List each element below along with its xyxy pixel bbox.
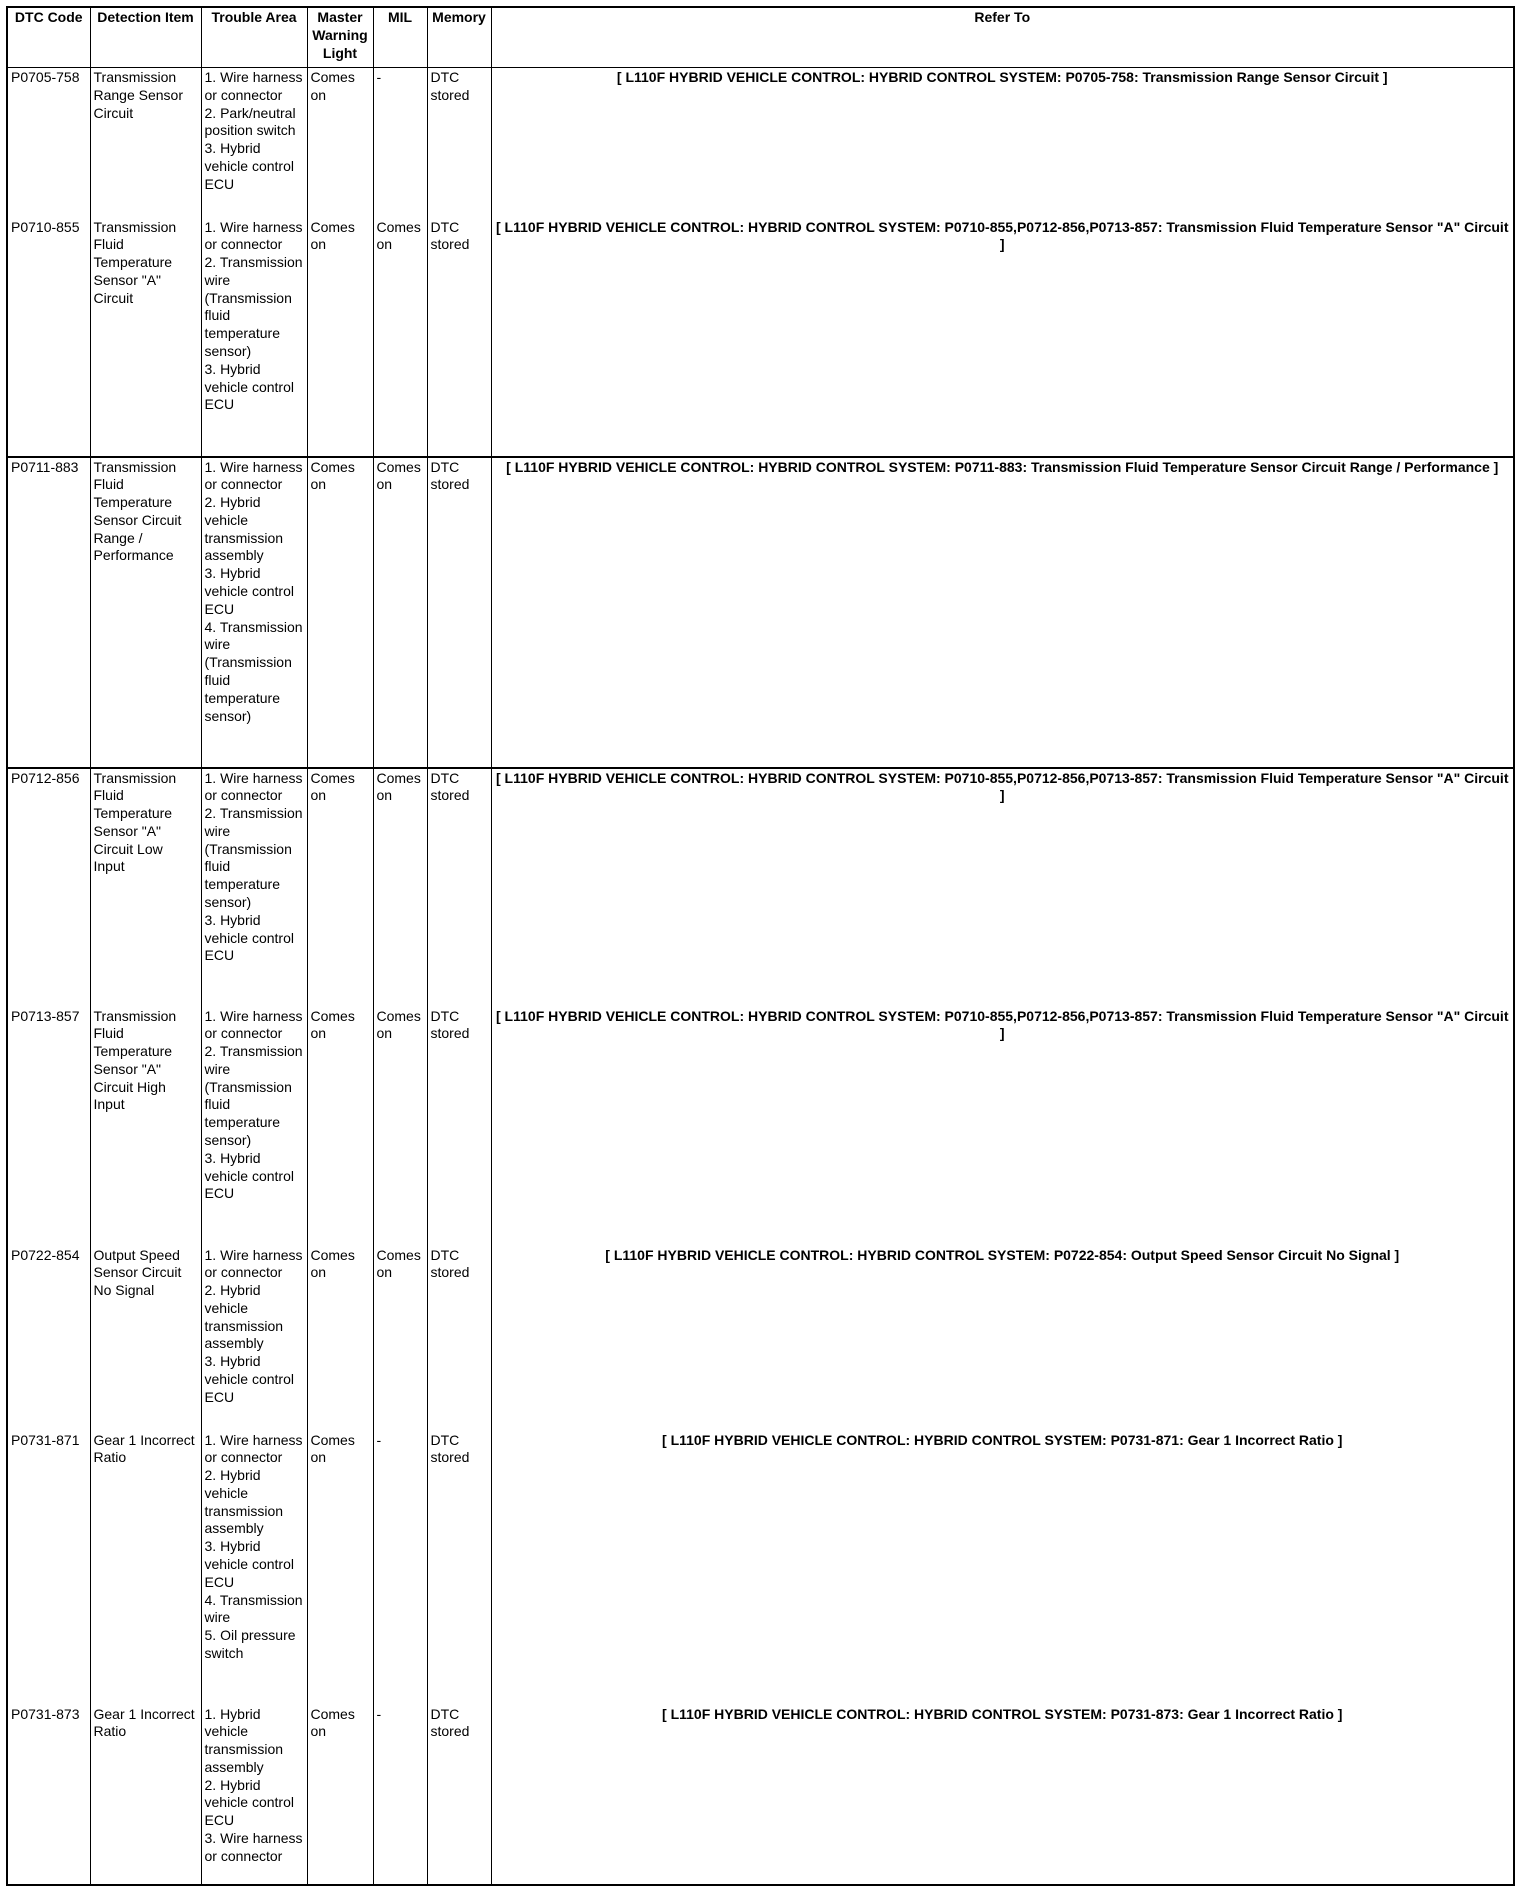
- table-row: [7, 1246, 1514, 1431]
- mil-cell: Comes on: [373, 218, 427, 457]
- memory-cell: DTC stored: [427, 1705, 491, 1885]
- trouble-area-cell: 1. Hybrid vehicle transmission assembly 2. Hybrid vehicle control ECU 3. Wire harness or connector: [201, 1705, 307, 1885]
- refer-to-link[interactable]: [ L110F HYBRID VEHICLE CONTROL: HYBRID CONTROL SYSTEM: P0731-871: Gear 1 Incorrect Ratio ]: [491, 1431, 1514, 1705]
- mil-cell: Comes on: [373, 1246, 427, 1431]
- refer-to-link[interactable]: [ L110F HYBRID VEHICLE CONTROL: HYBRID CONTROL SYSTEM: P0711-883: Transmission Fluid Temperature Sensor Circuit Range / Performance ]: [491, 457, 1514, 768]
- mil-cell: Comes on: [373, 768, 427, 1007]
- mil-cell: -: [373, 1431, 427, 1705]
- mil-cell: -: [373, 1705, 427, 1885]
- header-dtc-code: DTC Code: [7, 7, 90, 68]
- mil-cell: -: [373, 68, 427, 218]
- dtc-code-cell: P0705-758: [7, 68, 90, 218]
- mil-cell: Comes on: [373, 457, 427, 768]
- table-row: [7, 1705, 1514, 1885]
- trouble-area-cell: 1. Wire harness or connector 2. Transmission wire (Transmission fluid temperature sensor) 3. Hybrid vehicle control ECU: [201, 1007, 307, 1246]
- refer-to-link[interactable]: [ L110F HYBRID VEHICLE CONTROL: HYBRID CONTROL SYSTEM: P0710-855,P0712-856,P0713-857: Transmission Fluid Temperature Sensor "A" Circuit ]: [491, 218, 1514, 457]
- header-master-warning-light: Master Warning Light: [307, 7, 373, 68]
- header-refer-to: Refer To: [491, 7, 1514, 68]
- trouble-area-cell: 1. Wire harness or connector 2. Park/neutral position switch 3. Hybrid vehicle control ECU: [201, 68, 307, 218]
- master-warning-light-cell: Comes on: [307, 768, 373, 1007]
- detection-item-cell: Transmission Fluid Temperature Sensor "A" Circuit Low Input: [90, 768, 201, 1007]
- memory-cell: DTC stored: [427, 457, 491, 768]
- table-row: [7, 1007, 1514, 1246]
- master-warning-light-cell: Comes on: [307, 1431, 373, 1705]
- table-row: [7, 457, 1514, 768]
- memory-cell: DTC stored: [427, 1246, 491, 1431]
- trouble-area-cell: 1. Wire harness or connector 2. Hybrid vehicle transmission assembly 3. Hybrid vehicle control ECU: [201, 1246, 307, 1431]
- master-warning-light-cell: Comes on: [307, 457, 373, 768]
- detection-item-cell: Output Speed Sensor Circuit No Signal: [90, 1246, 201, 1431]
- detection-item-cell: Transmission Range Sensor Circuit: [90, 68, 201, 218]
- refer-to-link[interactable]: [ L110F HYBRID VEHICLE CONTROL: HYBRID CONTROL SYSTEM: P0722-854: Output Speed Sensor Circuit No Signal ]: [491, 1246, 1514, 1431]
- master-warning-light-cell: Comes on: [307, 218, 373, 457]
- dtc-code-cell: P0711-883: [7, 457, 90, 768]
- detection-item-cell: Gear 1 Incorrect Ratio: [90, 1431, 201, 1705]
- detection-item-cell: Transmission Fluid Temperature Sensor "A" Circuit High Input: [90, 1007, 201, 1246]
- trouble-area-cell: 1. Wire harness or connector 2. Transmission wire (Transmission fluid temperature sensor) 3. Hybrid vehicle control ECU: [201, 218, 307, 457]
- memory-cell: DTC stored: [427, 768, 491, 1007]
- memory-cell: DTC stored: [427, 68, 491, 218]
- refer-to-link[interactable]: [ L110F HYBRID VEHICLE CONTROL: HYBRID CONTROL SYSTEM: P0705-758: Transmission Range Sensor Circuit ]: [491, 68, 1514, 218]
- refer-to-link[interactable]: [ L110F HYBRID VEHICLE CONTROL: HYBRID CONTROL SYSTEM: P0731-873: Gear 1 Incorrect Ratio ]: [491, 1705, 1514, 1885]
- memory-cell: DTC stored: [427, 218, 491, 457]
- mil-cell: Comes on: [373, 1007, 427, 1246]
- trouble-area-cell: 1. Wire harness or connector 2. Hybrid vehicle transmission assembly 3. Hybrid vehicle control ECU 4. Transmission wire 5. Oil pressure switch: [201, 1431, 307, 1705]
- memory-cell: DTC stored: [427, 1431, 491, 1705]
- master-warning-light-cell: Comes on: [307, 1007, 373, 1246]
- master-warning-light-cell: Comes on: [307, 1705, 373, 1885]
- header-detection-item: Detection Item: [90, 7, 201, 68]
- table-row: [7, 1431, 1514, 1705]
- dtc-code-cell: P0731-871: [7, 1431, 90, 1705]
- header-mil: MIL: [373, 7, 427, 68]
- dtc-code-cell: P0713-857: [7, 1007, 90, 1246]
- table-row: [7, 218, 1514, 457]
- dtc-code-cell: P0710-855: [7, 218, 90, 457]
- trouble-area-cell: 1. Wire harness or connector 2. Transmission wire (Transmission fluid temperature sensor) 3. Hybrid vehicle control ECU: [201, 768, 307, 1007]
- table-row: [7, 68, 1514, 218]
- master-warning-light-cell: Comes on: [307, 1246, 373, 1431]
- header-memory: Memory: [427, 7, 491, 68]
- detection-item-cell: Transmission Fluid Temperature Sensor "A" Circuit: [90, 218, 201, 457]
- detection-item-cell: Gear 1 Incorrect Ratio: [90, 1705, 201, 1885]
- memory-cell: DTC stored: [427, 1007, 491, 1246]
- master-warning-light-cell: Comes on: [307, 68, 373, 218]
- refer-to-link[interactable]: [ L110F HYBRID VEHICLE CONTROL: HYBRID CONTROL SYSTEM: P0710-855,P0712-856,P0713-857: Transmission Fluid Temperature Sensor "A" Circuit ]: [491, 768, 1514, 1007]
- trouble-area-cell: 1. Wire harness or connector 2. Hybrid vehicle transmission assembly 3. Hybrid vehicle control ECU 4. Transmission wire (Transmission fluid temperature sensor): [201, 457, 307, 768]
- header-trouble-area: Trouble Area: [201, 7, 307, 68]
- dtc-code-cell: P0722-854: [7, 1246, 90, 1431]
- header-row: [7, 7, 1514, 68]
- table-row: [7, 768, 1514, 1007]
- detection-item-cell: Transmission Fluid Temperature Sensor Circuit Range / Performance: [90, 457, 201, 768]
- dtc-code-cell: P0712-856: [7, 768, 90, 1007]
- dtc-code-cell: P0731-873: [7, 1705, 90, 1885]
- dtc-table: [6, 6, 1515, 1886]
- refer-to-link[interactable]: [ L110F HYBRID VEHICLE CONTROL: HYBRID CONTROL SYSTEM: P0710-855,P0712-856,P0713-857: Transmission Fluid Temperature Sensor "A" Circuit ]: [491, 1007, 1514, 1246]
